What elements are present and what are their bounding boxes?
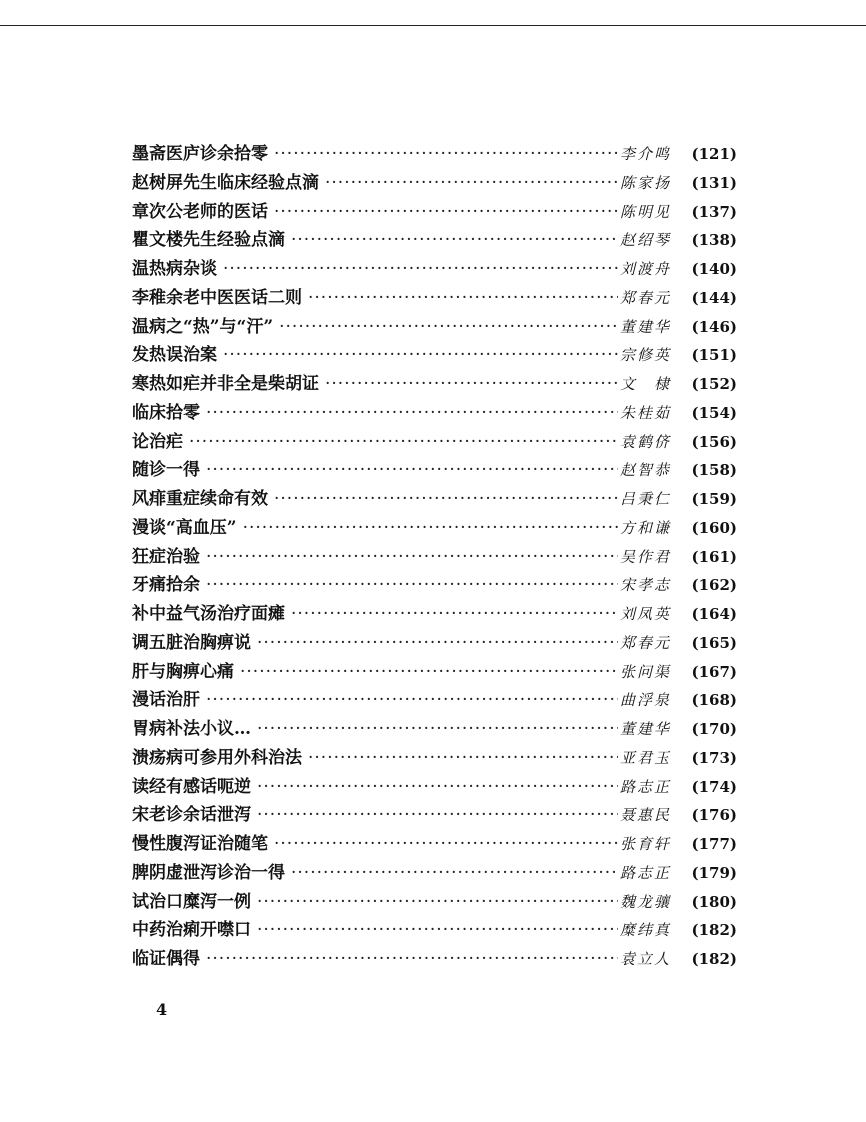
toc-entry [132, 945, 737, 974]
toc-entry [132, 888, 737, 917]
toc-entry [132, 284, 737, 313]
toc-entry-title: 试治口糜泻一例 [132, 891, 251, 912]
toc-entry [132, 456, 737, 485]
toc-dot-leader [257, 916, 618, 945]
toc-entry [132, 916, 737, 945]
toc-entry-author: 董建华 [619, 720, 671, 738]
toc-entry-title: 补中益气汤治疗面瘫 [132, 604, 285, 624]
toc-entry-title: 漫谈“高血压” [132, 517, 237, 538]
toc-entry-author: 宗修英 [619, 346, 671, 365]
toc-dot-leader [257, 715, 618, 744]
toc-entry-page: (162) [691, 576, 737, 595]
toc-entry-title: 风痱重症续命有效 [132, 489, 268, 509]
top-rule [0, 25, 866, 26]
toc-entry-author: 糜纬真 [619, 921, 671, 940]
toc-dot-leader [291, 859, 618, 888]
toc-entry-title: 李稚余老中医医话二则 [132, 287, 302, 308]
toc-entry-page: (152) [691, 375, 737, 393]
toc-entry-author: 魏龙骧 [619, 892, 671, 911]
toc-entry-title: 临证偶得 [132, 949, 200, 969]
toc-entry-page: (177) [691, 835, 737, 853]
toc-entry-page: (144) [691, 288, 737, 307]
toc-entry-title: 慢性腹泻证治随笔 [132, 834, 268, 854]
toc-entry-author: 郑春元 [619, 288, 671, 307]
toc-dot-leader [308, 284, 618, 313]
toc-dot-leader [279, 313, 618, 342]
toc-entry-author: 赵智恭 [619, 461, 671, 480]
toc-entry-author: 朱桂茹 [619, 403, 671, 422]
toc-entry [132, 715, 737, 744]
toc-entry [132, 830, 737, 859]
toc-entry-title: 临床拾零 [132, 402, 200, 423]
page-number: 4 [156, 1000, 168, 1019]
toc-dot-leader [206, 686, 618, 715]
toc-entry-title: 随诊一得 [132, 460, 200, 481]
toc-entry [132, 255, 737, 284]
toc-entry-title: 发热误治案 [132, 345, 217, 366]
toc-entry-page: (140) [691, 260, 737, 278]
toc-dot-leader [274, 485, 618, 514]
toc-entry-page: (174) [691, 777, 737, 796]
toc-entry [132, 773, 737, 802]
toc-entry-title: 瞿文楼先生经验点滴 [132, 230, 285, 251]
toc-dot-leader [189, 428, 618, 457]
toc-entry-author: 袁立人 [619, 950, 671, 968]
toc-entry-page: (170) [691, 720, 737, 738]
toc-dot-leader [274, 198, 618, 227]
toc-entry-title: 中药治痢开噤口 [132, 920, 251, 941]
toc-dot-leader [325, 370, 618, 399]
toc-entry [132, 744, 737, 773]
toc-entry-title: 调五脏治胸痹说 [132, 632, 251, 653]
toc-entry-author: 曲浮泉 [619, 691, 671, 710]
toc-entry-page: (164) [691, 605, 737, 623]
toc-entry-title: 寒热如疟并非全是柴胡证 [132, 374, 319, 394]
toc-entry [132, 801, 737, 830]
toc-dot-leader [257, 773, 618, 802]
toc-entry-title: 胃病补法小议… [132, 719, 251, 739]
toc-entry [132, 169, 737, 198]
toc-entry-page: (180) [691, 892, 737, 911]
toc-entry [132, 629, 737, 658]
toc-entry-page: (173) [691, 748, 737, 767]
toc-entry-page: (176) [691, 806, 737, 825]
toc-entry-page: (138) [691, 231, 737, 250]
toc-dot-leader [274, 830, 618, 859]
toc-entry [132, 370, 737, 399]
toc-entry-author: 亚君玉 [619, 748, 671, 767]
toc-entry [132, 686, 737, 715]
toc-entry-title: 温病之“热”与“汗” [132, 316, 274, 337]
toc-entry-page: (159) [691, 490, 737, 508]
toc-entry [132, 399, 737, 428]
toc-dot-leader [223, 341, 618, 370]
toc-entry-author: 刘凤英 [619, 605, 671, 623]
toc-entry-title: 宋老诊余话泄泻 [132, 805, 251, 826]
toc-entry [132, 313, 737, 342]
toc-entry [132, 226, 737, 255]
toc-dot-leader [206, 399, 618, 428]
toc-entry [132, 341, 737, 370]
toc-dot-leader [257, 888, 618, 917]
toc-entry [132, 859, 737, 888]
toc-entry-title: 读经有感话呃逆 [132, 776, 251, 797]
toc-entry-title: 漫话治肝 [132, 690, 200, 711]
toc-entry-author: 张问渠 [619, 662, 671, 681]
toc-entry-author: 方和谦 [619, 518, 671, 537]
toc-entry [132, 198, 737, 227]
toc-dot-leader [257, 801, 618, 830]
toc-dot-leader [240, 658, 618, 687]
toc-entry-author: 吕秉仁 [619, 490, 671, 508]
toc-dot-leader [291, 600, 618, 629]
toc-entry-page: (156) [691, 432, 737, 451]
toc-entry-page: (168) [691, 691, 737, 710]
toc-entry-page: (179) [691, 863, 737, 882]
toc-entry-page: (182) [691, 950, 737, 968]
toc-dot-leader [206, 543, 618, 572]
toc-entry-author: 刘渡舟 [619, 260, 671, 278]
toc-dot-leader [308, 744, 618, 773]
toc-dot-leader [206, 945, 618, 974]
toc-entry-author: 聂惠民 [619, 806, 671, 825]
toc-entry [132, 428, 737, 457]
toc-entry-title: 肝与胸痹心痛 [132, 661, 234, 682]
toc-dot-leader [325, 169, 618, 198]
toc-entry [132, 571, 737, 600]
toc-entry-title: 温热病杂谈 [132, 259, 217, 279]
toc-dot-leader [206, 571, 618, 600]
toc-dot-leader [257, 629, 618, 658]
toc-entry-title: 墨斋医庐诊余拾零 [132, 144, 268, 164]
toc-entry-author: 陈明见 [619, 202, 671, 221]
toc-entry-author: 董建华 [619, 317, 671, 336]
toc-entry-page: (131) [691, 173, 737, 192]
toc-entry-page: (158) [691, 461, 737, 480]
toc-entry-title: 牙痛拾余 [132, 575, 200, 596]
toc-entry [132, 543, 737, 572]
toc-entry-page: (137) [691, 202, 737, 221]
toc-entry-author: 吴作君 [619, 547, 671, 566]
toc-dot-leader [206, 456, 618, 485]
toc-entry-page: (161) [691, 547, 737, 566]
toc-dot-leader [291, 226, 618, 255]
toc-dot-leader [243, 514, 618, 543]
toc-entry-title: 脾阴虚泄泻诊治一得 [132, 862, 285, 883]
toc-entry-author: 路志正 [619, 863, 671, 882]
toc-entry [132, 140, 737, 169]
toc-entry-author: 袁鹤侪 [619, 432, 671, 451]
toc-entry-author: 张育轩 [619, 835, 671, 853]
toc-entry-page: (160) [691, 518, 737, 537]
toc-entry-author: 路志正 [619, 777, 671, 796]
toc-entry-author: 赵绍琴 [619, 231, 671, 250]
toc-entry-author: 李介鸣 [619, 145, 671, 163]
toc-entry-page: (165) [691, 633, 737, 652]
toc-entry-page: (151) [691, 346, 737, 365]
toc-entry-title: 溃疡病可参用外科治法 [132, 747, 302, 768]
toc-entry [132, 514, 737, 543]
toc-entry-title: 狂症治验 [132, 546, 200, 567]
toc-entry-title: 论治疟 [132, 431, 183, 452]
toc-entry-page: (154) [691, 403, 737, 422]
toc-entry-author: 宋孝志 [619, 576, 671, 595]
toc-dot-leader [274, 140, 618, 169]
toc-entry-page: (121) [691, 145, 737, 163]
toc-entry [132, 658, 737, 687]
toc-entry-page: (182) [691, 921, 737, 940]
toc-entry-author: 文 棣 [619, 375, 671, 393]
toc-dot-leader [223, 255, 618, 284]
toc-entry-author: 陈家扬 [619, 173, 671, 192]
toc-entry-author: 郑春元 [619, 633, 671, 652]
toc-entry-page: (167) [691, 662, 737, 681]
table-of-contents [132, 140, 737, 974]
toc-entry [132, 485, 737, 514]
toc-entry-title: 章次公老师的医话 [132, 201, 268, 222]
toc-entry [132, 600, 737, 629]
toc-entry-title: 赵树屏先生临床经验点滴 [132, 172, 319, 193]
toc-entry-page: (146) [691, 317, 737, 336]
